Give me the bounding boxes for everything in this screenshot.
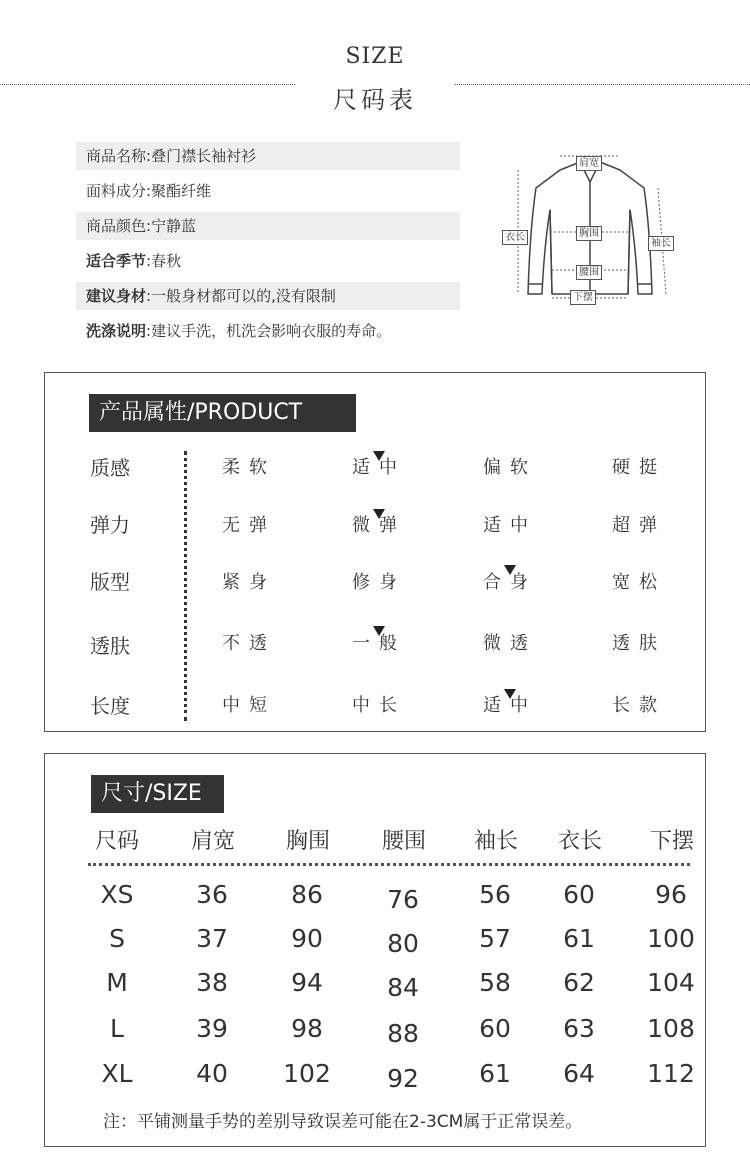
size-cell: 98 bbox=[291, 1014, 323, 1043]
attributes-divider bbox=[184, 451, 187, 721]
selection-marker-icon bbox=[504, 689, 516, 699]
size-cell: 88 bbox=[387, 1019, 419, 1048]
attr-label: 质感 bbox=[90, 456, 130, 480]
size-cell: 104 bbox=[647, 968, 695, 997]
info-label: 商品名称 bbox=[86, 147, 147, 165]
title-en: SIZE bbox=[345, 44, 405, 69]
attr-option: 中长 bbox=[352, 695, 406, 716]
size-cell: 57 bbox=[479, 924, 511, 953]
size-cell: 62 bbox=[563, 968, 595, 997]
size-cell: 60 bbox=[479, 1014, 511, 1043]
info-value: 宁静蓝 bbox=[151, 217, 197, 235]
attr-option: 微透 bbox=[483, 633, 537, 654]
attr-label: 弹力 bbox=[90, 513, 130, 537]
size-cell: 86 bbox=[291, 880, 323, 909]
attr-option: 紧身 bbox=[222, 572, 276, 593]
info-sep: : bbox=[146, 322, 152, 340]
selection-marker-icon bbox=[373, 451, 385, 461]
info-value: 建议手洗，机洗会影响衣服的寿命。 bbox=[151, 322, 392, 340]
size-cell: 58 bbox=[479, 968, 511, 997]
size-cell: 61 bbox=[479, 1059, 511, 1088]
size-cell: 39 bbox=[196, 1014, 228, 1043]
size-cell-label: L bbox=[110, 1014, 124, 1043]
info-label: 适合季节 bbox=[86, 252, 147, 270]
size-cell: 96 bbox=[655, 880, 687, 909]
info-sep: : bbox=[146, 217, 152, 235]
attr-option: 柔软 bbox=[222, 457, 276, 478]
size-header: 袖长 bbox=[473, 829, 518, 854]
attr-option: 修身 bbox=[352, 572, 406, 593]
size-table-title: 尺寸/SIZE bbox=[91, 775, 224, 813]
info-sep: : bbox=[146, 287, 152, 305]
attr-option: 适中 bbox=[352, 457, 406, 478]
size-cell-label: XS bbox=[100, 880, 134, 909]
product-attributes-title: 产品属性/PRODUCT bbox=[89, 394, 356, 432]
size-cell-label: XL bbox=[101, 1059, 133, 1088]
attr-option: 透肤 bbox=[612, 633, 666, 654]
size-cell: 76 bbox=[387, 885, 419, 914]
info-value: 叠门襟长袖衬衫 bbox=[151, 147, 257, 165]
size-cell: 56 bbox=[479, 880, 511, 909]
diagram-label-waist: 腰围 bbox=[576, 265, 602, 280]
size-cell: 37 bbox=[196, 924, 228, 953]
size-cell: 38 bbox=[196, 968, 228, 997]
attr-option: 硬挺 bbox=[612, 457, 666, 478]
attr-option: 中短 bbox=[222, 695, 276, 716]
info-value: 聚酯纤维 bbox=[151, 182, 212, 200]
attr-option: 适中 bbox=[483, 515, 537, 536]
size-note: 注：平铺测量手势的差别导致误差可能在2-3CM属于正常误差。 bbox=[103, 1112, 583, 1132]
size-cell: 40 bbox=[196, 1059, 228, 1088]
info-label: 建议身材 bbox=[86, 287, 147, 305]
size-cell: 90 bbox=[291, 924, 323, 953]
size-cell: 63 bbox=[563, 1014, 595, 1043]
attr-option: 宽松 bbox=[612, 572, 666, 593]
size-header: 腰围 bbox=[381, 829, 426, 854]
info-row-figure bbox=[76, 282, 460, 310]
attr-option: 一般 bbox=[352, 633, 406, 654]
selection-marker-icon bbox=[373, 626, 385, 636]
info-label: 洗涤说明 bbox=[86, 322, 147, 340]
size-cell: 94 bbox=[291, 968, 323, 997]
selection-marker-icon bbox=[504, 565, 516, 575]
size-cell-label: S bbox=[109, 924, 125, 953]
attr-option: 偏软 bbox=[483, 457, 537, 478]
info-row-name bbox=[76, 142, 460, 170]
size-cell: 92 bbox=[387, 1064, 419, 1093]
size-cell: 61 bbox=[563, 924, 595, 953]
size-cell: 80 bbox=[387, 929, 419, 958]
info-sep: : bbox=[146, 147, 152, 165]
info-value: 一般身材都可以的,没有限制 bbox=[151, 287, 336, 305]
diagram-label-chest: 胸围 bbox=[576, 226, 602, 241]
size-cell: 102 bbox=[283, 1059, 331, 1088]
info-sep: : bbox=[146, 252, 152, 270]
attr-option: 适中 bbox=[483, 695, 537, 716]
attr-option: 无弹 bbox=[222, 515, 276, 536]
attr-label: 透肤 bbox=[90, 634, 130, 658]
size-cell-label: M bbox=[106, 968, 128, 997]
selection-marker-icon bbox=[373, 509, 385, 519]
title-cn: 尺码表 bbox=[333, 86, 417, 114]
size-header: 衣长 bbox=[557, 829, 602, 854]
attr-label: 长度 bbox=[90, 694, 130, 718]
info-label: 面料成分 bbox=[86, 182, 147, 200]
attr-option: 长款 bbox=[612, 695, 666, 716]
attr-option: 超弹 bbox=[612, 515, 666, 536]
size-cell: 64 bbox=[563, 1059, 595, 1088]
info-row-fabric bbox=[76, 177, 460, 205]
size-cell: 112 bbox=[647, 1059, 695, 1088]
attr-option: 合身 bbox=[483, 572, 537, 593]
info-sep: : bbox=[146, 182, 152, 200]
size-header: 肩宽 bbox=[190, 829, 235, 854]
size-cell: 100 bbox=[647, 924, 695, 953]
size-header-divider bbox=[88, 863, 690, 866]
info-row-season bbox=[76, 247, 460, 275]
size-cell: 60 bbox=[563, 880, 595, 909]
diagram-label-hem: 下摆 bbox=[570, 290, 596, 305]
info-label: 商品颜色 bbox=[86, 217, 147, 235]
size-header: 尺码 bbox=[94, 829, 139, 854]
diagram-label-sleeve: 袖长 bbox=[648, 236, 674, 251]
size-cell: 36 bbox=[196, 880, 228, 909]
diagram-label-length: 衣长 bbox=[502, 230, 528, 245]
info-value: 春秋 bbox=[151, 252, 182, 270]
diagram-label-shoulder: 肩宽 bbox=[576, 156, 602, 171]
info-row-washing bbox=[76, 317, 476, 345]
size-header: 下摆 bbox=[649, 829, 694, 854]
shirt-measure-diagram bbox=[498, 148, 688, 308]
size-header: 胸围 bbox=[285, 829, 330, 854]
size-cell: 108 bbox=[647, 1014, 695, 1043]
attr-label: 版型 bbox=[90, 570, 130, 594]
info-row-color bbox=[76, 212, 460, 240]
attr-option: 不透 bbox=[222, 633, 276, 654]
size-cell: 84 bbox=[387, 973, 419, 1002]
attr-option: 微弹 bbox=[352, 515, 406, 536]
